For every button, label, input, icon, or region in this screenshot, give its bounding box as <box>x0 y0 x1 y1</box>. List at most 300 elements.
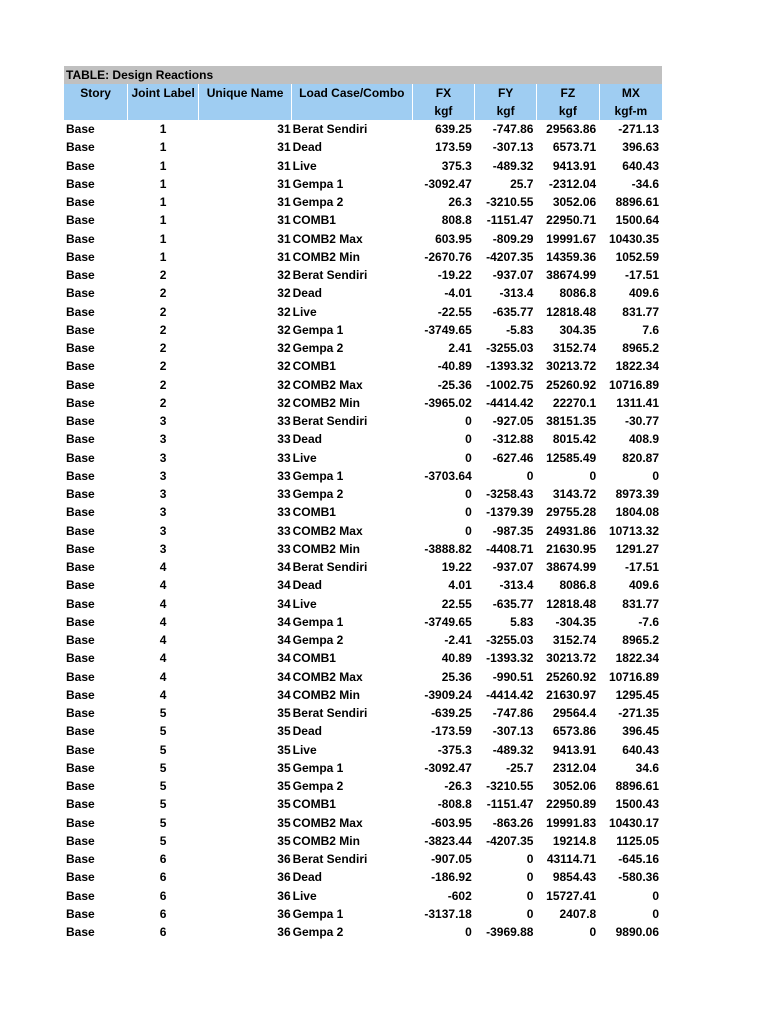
cell-load-case[interactable]: Berat Sendiri <box>292 414 368 428</box>
cell-joint-label[interactable]: 4 <box>159 578 167 593</box>
cell-story[interactable]: Base <box>66 687 95 702</box>
cell-fz[interactable]: 2407.8 <box>559 906 597 921</box>
cell-story[interactable]: Base <box>66 176 95 191</box>
cell-fx[interactable]: -2670.76 <box>424 249 472 264</box>
cell-fz[interactable]: 19991.83 <box>546 815 597 830</box>
cell-mx[interactable]: 831.77 <box>622 596 659 611</box>
cell-story[interactable]: Base <box>66 852 95 866</box>
cell-fy[interactable]: -987.35 <box>492 523 534 538</box>
cell-fy[interactable]: -489.32 <box>492 158 534 173</box>
cell-load-case[interactable]: Gempa 2 <box>292 341 344 355</box>
cell-load-case[interactable]: COMB2 Max <box>292 377 363 392</box>
cell-joint-label[interactable]: 4 <box>159 633 167 647</box>
cell-load-case[interactable]: COMB1 <box>292 505 336 520</box>
cell-story[interactable]: Base <box>66 341 95 355</box>
cell-fx[interactable]: 808.8 <box>441 213 472 228</box>
cell-story[interactable]: Base <box>66 742 95 757</box>
table-row[interactable] <box>64 376 662 394</box>
cell-fz[interactable]: 43114.71 <box>546 852 597 866</box>
cell-fx[interactable]: -2.41 <box>444 633 472 647</box>
cell-joint-label[interactable]: 5 <box>159 797 167 812</box>
cell-joint-label[interactable]: 3 <box>159 487 167 501</box>
table-row[interactable] <box>64 339 662 357</box>
cell-unique-name[interactable]: 33 <box>277 414 291 428</box>
cell-fy[interactable]: -1151.47 <box>486 213 534 228</box>
table-row[interactable] <box>64 795 662 813</box>
cell-load-case[interactable]: COMB2 Min <box>292 833 360 848</box>
cell-load-case[interactable]: COMB2 Min <box>292 541 360 556</box>
cell-fy[interactable]: -3210.55 <box>486 195 534 209</box>
cell-unique-name[interactable]: 35 <box>277 815 291 830</box>
cell-unique-name[interactable]: 32 <box>277 377 291 392</box>
cell-load-case[interactable]: Gempa 2 <box>292 779 344 793</box>
cell-joint-label[interactable]: 2 <box>159 304 167 319</box>
cell-joint-label[interactable]: 4 <box>159 560 167 574</box>
cell-fz[interactable]: 12585.49 <box>546 450 597 465</box>
cell-fz[interactable]: 21630.97 <box>546 687 597 702</box>
cell-unique-name[interactable]: 36 <box>277 906 291 921</box>
cell-joint-label[interactable]: 6 <box>159 906 167 921</box>
cell-load-case[interactable]: Gempa 1 <box>292 614 344 629</box>
cell-fx[interactable]: 19.22 <box>441 560 472 574</box>
cell-joint-label[interactable]: 1 <box>159 231 167 246</box>
cell-fy[interactable]: -635.77 <box>492 596 534 611</box>
cell-unique-name[interactable]: 34 <box>277 560 291 574</box>
cell-fx[interactable]: 22.55 <box>441 596 472 611</box>
table-row[interactable] <box>64 284 662 302</box>
table-row[interactable] <box>64 649 662 667</box>
cell-fz[interactable]: 304.35 <box>559 322 597 337</box>
cell-unique-name[interactable]: 33 <box>277 450 291 465</box>
cell-load-case[interactable]: Gempa 2 <box>292 633 344 647</box>
cell-fy[interactable]: -1151.47 <box>486 797 534 812</box>
cell-load-case[interactable]: Gempa 1 <box>292 176 344 191</box>
cell-fy[interactable]: -4408.71 <box>486 541 534 556</box>
cell-fz[interactable]: 24931.86 <box>546 523 597 538</box>
cell-joint-label[interactable]: 2 <box>159 395 167 410</box>
cell-fz[interactable]: 0 <box>589 468 597 483</box>
cell-load-case[interactable]: Dead <box>292 578 322 593</box>
cell-fy[interactable]: -3258.43 <box>486 487 534 501</box>
cell-mx[interactable]: 8896.61 <box>615 779 659 793</box>
table-row[interactable] <box>64 303 662 321</box>
cell-joint-label[interactable]: 1 <box>159 195 167 209</box>
cell-joint-label[interactable]: 2 <box>159 341 167 355</box>
cell-fx[interactable]: -4.01 <box>444 286 472 301</box>
cell-joint-label[interactable]: 1 <box>159 213 167 228</box>
cell-load-case[interactable]: COMB2 Min <box>292 687 360 702</box>
cell-mx[interactable]: 1052.59 <box>615 249 659 264</box>
cell-fx[interactable]: -3823.44 <box>424 833 472 848</box>
cell-unique-name[interactable]: 35 <box>277 706 291 720</box>
cell-fx[interactable]: -808.8 <box>437 797 472 812</box>
cell-unique-name[interactable]: 34 <box>277 687 291 702</box>
table-row[interactable] <box>64 193 662 211</box>
cell-mx[interactable]: 0 <box>652 888 659 903</box>
cell-unique-name[interactable]: 34 <box>277 633 291 647</box>
cell-unique-name[interactable]: 35 <box>277 779 291 793</box>
cell-fz[interactable]: 3052.06 <box>552 195 597 209</box>
column-header-fz[interactable]: FZ <box>536 84 599 102</box>
cell-fz[interactable]: 25260.92 <box>546 377 597 392</box>
cell-joint-label[interactable]: 2 <box>159 286 167 301</box>
cell-mx[interactable]: 8973.39 <box>615 487 659 501</box>
cell-unique-name[interactable]: 32 <box>277 395 291 410</box>
cell-story[interactable]: Base <box>66 432 95 447</box>
cell-fy[interactable]: -3255.03 <box>486 633 534 647</box>
cell-fy[interactable]: -747.86 <box>492 122 534 136</box>
cell-mx[interactable]: 640.43 <box>622 158 659 173</box>
cell-mx[interactable]: 396.63 <box>622 140 659 155</box>
cell-unique-name[interactable]: 35 <box>277 833 291 848</box>
cell-fy[interactable]: -4414.42 <box>486 395 534 410</box>
cell-load-case[interactable]: COMB2 Min <box>292 395 360 410</box>
cell-fy[interactable]: -1002.75 <box>486 377 534 392</box>
cell-story[interactable]: Base <box>66 651 95 666</box>
cell-fy[interactable]: 5.83 <box>510 614 534 629</box>
cell-fy[interactable]: -927.05 <box>492 414 534 428</box>
cell-story[interactable]: Base <box>66 377 95 392</box>
cell-mx[interactable]: 408.9 <box>628 432 659 447</box>
cell-fx[interactable]: 0 <box>465 432 472 447</box>
cell-load-case[interactable]: Gempa 1 <box>292 760 344 775</box>
table-row[interactable] <box>64 759 662 777</box>
cell-joint-label[interactable]: 1 <box>159 249 167 264</box>
table-row[interactable] <box>64 157 662 175</box>
cell-story[interactable]: Base <box>66 815 95 830</box>
cell-story[interactable]: Base <box>66 596 95 611</box>
cell-load-case[interactable]: Dead <box>292 724 322 739</box>
cell-load-case[interactable]: Dead <box>292 432 322 447</box>
cell-story[interactable]: Base <box>66 925 95 939</box>
cell-joint-label[interactable]: 4 <box>159 596 167 611</box>
cell-fy[interactable]: -990.51 <box>492 669 534 684</box>
table-row[interactable] <box>64 576 662 594</box>
cell-joint-label[interactable]: 6 <box>159 870 167 885</box>
cell-mx[interactable]: 8965.2 <box>622 341 659 355</box>
cell-load-case[interactable]: Live <box>292 596 317 611</box>
cell-fy[interactable]: -5.83 <box>506 322 534 337</box>
cell-fy[interactable]: -4207.35 <box>486 833 534 848</box>
cell-joint-label[interactable]: 3 <box>159 468 167 483</box>
table-row[interactable] <box>64 485 662 503</box>
cell-fx[interactable]: -639.25 <box>431 706 472 720</box>
cell-story[interactable]: Base <box>66 158 95 173</box>
column-header-fx[interactable]: FX <box>412 84 475 102</box>
table-row[interactable] <box>64 832 662 850</box>
cell-mx[interactable]: -17.51 <box>624 268 659 282</box>
cell-fy[interactable]: -307.13 <box>492 724 534 739</box>
cell-fz[interactable]: 21630.95 <box>546 541 597 556</box>
column-header-joint-label[interactable]: Joint Label <box>128 84 199 102</box>
cell-mx[interactable]: 10430.17 <box>608 815 659 830</box>
cell-fx[interactable]: -907.05 <box>431 852 472 866</box>
cell-story[interactable]: Base <box>66 706 95 720</box>
cell-joint-label[interactable]: 6 <box>159 888 167 903</box>
cell-fy[interactable]: 0 <box>526 468 534 483</box>
cell-unique-name[interactable]: 32 <box>277 359 291 374</box>
cell-fx[interactable]: -603.95 <box>431 815 472 830</box>
table-row[interactable] <box>64 430 662 448</box>
cell-story[interactable]: Base <box>66 833 95 848</box>
cell-load-case[interactable]: Dead <box>292 870 322 885</box>
cell-fz[interactable]: 38674.99 <box>546 560 597 574</box>
cell-fx[interactable]: 0 <box>465 450 472 465</box>
cell-fz[interactable]: 9413.91 <box>552 158 597 173</box>
cell-unique-name[interactable]: 36 <box>277 925 291 939</box>
cell-fx[interactable]: 0 <box>465 925 472 939</box>
cell-fx[interactable]: -26.3 <box>444 779 472 793</box>
cell-fx[interactable]: -3092.47 <box>424 176 472 191</box>
cell-load-case[interactable]: Live <box>292 450 317 465</box>
cell-unique-name[interactable]: 31 <box>277 158 291 173</box>
cell-mx[interactable]: -271.13 <box>618 122 659 136</box>
cell-fz[interactable]: -304.35 <box>555 614 597 629</box>
cell-unique-name[interactable]: 36 <box>277 870 291 885</box>
table-row[interactable] <box>64 704 662 722</box>
cell-load-case[interactable]: Gempa 2 <box>292 195 344 209</box>
cell-load-case[interactable]: Live <box>292 304 317 319</box>
cell-fz[interactable]: 3152.74 <box>552 633 597 647</box>
cell-unique-name[interactable]: 31 <box>277 122 291 136</box>
cell-mx[interactable]: 1822.34 <box>615 359 659 374</box>
cell-unique-name[interactable]: 34 <box>277 614 291 629</box>
cell-fy[interactable]: -313.4 <box>499 286 534 301</box>
cell-fy[interactable]: -25.7 <box>506 760 534 775</box>
cell-story[interactable]: Base <box>66 249 95 264</box>
cell-story[interactable]: Base <box>66 213 95 228</box>
cell-fz[interactable]: 29563.86 <box>546 122 597 136</box>
cell-load-case[interactable]: COMB2 Max <box>292 669 363 684</box>
cell-story[interactable]: Base <box>66 359 95 374</box>
cell-unique-name[interactable]: 34 <box>277 669 291 684</box>
cell-fx[interactable]: -3888.82 <box>424 541 472 556</box>
cell-joint-label[interactable]: 1 <box>159 122 167 136</box>
cell-unique-name[interactable]: 35 <box>277 742 291 757</box>
table-row[interactable] <box>64 138 662 156</box>
column-header-load-case[interactable]: Load Case/Combo <box>292 84 412 102</box>
cell-fx[interactable]: -3092.47 <box>424 760 472 775</box>
cell-fz[interactable]: 14359.36 <box>546 249 597 264</box>
cell-load-case[interactable]: COMB1 <box>292 213 336 228</box>
cell-fy[interactable]: -937.07 <box>492 560 534 574</box>
table-row[interactable] <box>64 905 662 923</box>
cell-joint-label[interactable]: 2 <box>159 268 167 282</box>
cell-fx[interactable]: -19.22 <box>437 268 472 282</box>
cell-unique-name[interactable]: 34 <box>277 651 291 666</box>
cell-story[interactable]: Base <box>66 487 95 501</box>
table-row[interactable] <box>64 412 662 430</box>
cell-mx[interactable]: 8896.61 <box>615 195 659 209</box>
cell-joint-label[interactable]: 2 <box>159 322 167 337</box>
cell-joint-label[interactable]: 4 <box>159 669 167 684</box>
cell-fx[interactable]: -3749.65 <box>424 614 472 629</box>
cell-load-case[interactable]: Berat Sendiri <box>292 852 368 866</box>
cell-story[interactable]: Base <box>66 560 95 574</box>
cell-joint-label[interactable]: 1 <box>159 158 167 173</box>
cell-fx[interactable]: 173.59 <box>435 140 472 155</box>
cell-mx[interactable]: 7.6 <box>642 322 659 337</box>
table-row[interactable] <box>64 321 662 339</box>
cell-story[interactable]: Base <box>66 122 95 136</box>
cell-fy[interactable]: -312.88 <box>492 432 534 447</box>
cell-fy[interactable]: -809.29 <box>492 231 534 246</box>
cell-fz[interactable]: 6573.71 <box>552 140 597 155</box>
cell-fz[interactable]: 12818.48 <box>546 304 597 319</box>
cell-joint-label[interactable]: 1 <box>159 176 167 191</box>
cell-load-case[interactable]: COMB1 <box>292 651 336 666</box>
cell-joint-label[interactable]: 5 <box>159 760 167 775</box>
cell-unique-name[interactable]: 33 <box>277 468 291 483</box>
cell-fy[interactable]: -1379.39 <box>486 505 534 520</box>
cell-fz[interactable]: 30213.72 <box>546 359 597 374</box>
cell-fz[interactable]: 8086.8 <box>559 286 597 301</box>
cell-load-case[interactable]: COMB2 Min <box>292 249 360 264</box>
cell-story[interactable]: Base <box>66 322 95 337</box>
cell-fx[interactable]: -602 <box>447 888 472 903</box>
cell-fy[interactable]: 25.7 <box>510 176 534 191</box>
cell-story[interactable]: Base <box>66 906 95 921</box>
cell-story[interactable]: Base <box>66 286 95 301</box>
cell-story[interactable]: Base <box>66 888 95 903</box>
cell-unique-name[interactable]: 32 <box>277 268 291 282</box>
cell-unique-name[interactable]: 31 <box>277 231 291 246</box>
cell-unique-name[interactable]: 34 <box>277 596 291 611</box>
cell-fz[interactable]: 29564.4 <box>552 706 597 720</box>
cell-fz[interactable]: 0 <box>589 925 597 939</box>
cell-fx[interactable]: -40.89 <box>437 359 472 374</box>
cell-fx[interactable]: -3703.64 <box>424 468 472 483</box>
cell-load-case[interactable]: Berat Sendiri <box>292 268 368 282</box>
cell-mx[interactable]: 1500.43 <box>615 797 659 812</box>
table-row[interactable] <box>64 120 662 138</box>
cell-fz[interactable]: 3052.06 <box>552 779 597 793</box>
column-header-mx[interactable]: MX <box>599 84 662 102</box>
cell-story[interactable]: Base <box>66 523 95 538</box>
cell-mx[interactable]: -17.51 <box>624 560 659 574</box>
cell-story[interactable]: Base <box>66 304 95 319</box>
cell-mx[interactable]: 831.77 <box>622 304 659 319</box>
cell-fy[interactable]: -489.32 <box>492 742 534 757</box>
cell-story[interactable]: Base <box>66 760 95 775</box>
cell-joint-label[interactable]: 3 <box>159 432 167 447</box>
table-row[interactable] <box>64 357 662 375</box>
cell-fz[interactable]: 38674.99 <box>546 268 597 282</box>
cell-fz[interactable]: 19991.67 <box>546 231 597 246</box>
cell-joint-label[interactable]: 3 <box>159 414 167 428</box>
cell-unique-name[interactable]: 32 <box>277 341 291 355</box>
cell-load-case[interactable]: COMB2 Max <box>292 231 363 246</box>
table-row[interactable] <box>64 850 662 868</box>
table-row[interactable] <box>64 449 662 467</box>
cell-fy[interactable]: -937.07 <box>492 268 534 282</box>
cell-load-case[interactable]: Berat Sendiri <box>292 706 368 720</box>
cell-mx[interactable]: 10430.35 <box>608 231 659 246</box>
cell-mx[interactable]: 10716.89 <box>608 669 659 684</box>
cell-joint-label[interactable]: 2 <box>159 377 167 392</box>
cell-fx[interactable]: 2.41 <box>448 341 472 355</box>
cell-story[interactable]: Base <box>66 395 95 410</box>
cell-load-case[interactable]: Gempa 1 <box>292 906 344 921</box>
cell-fx[interactable]: 0 <box>465 414 472 428</box>
cell-fz[interactable]: 30213.72 <box>546 651 597 666</box>
cell-fx[interactable]: -3909.24 <box>424 687 472 702</box>
cell-fx[interactable]: 0 <box>465 505 472 520</box>
cell-story[interactable]: Base <box>66 468 95 483</box>
cell-unique-name[interactable]: 33 <box>277 541 291 556</box>
cell-story[interactable]: Base <box>66 633 95 647</box>
cell-fx[interactable]: 40.89 <box>441 651 472 666</box>
cell-unique-name[interactable]: 33 <box>277 432 291 447</box>
cell-story[interactable]: Base <box>66 268 95 282</box>
cell-mx[interactable]: 1822.34 <box>615 651 659 666</box>
cell-unique-name[interactable]: 35 <box>277 760 291 775</box>
cell-fy[interactable]: -627.46 <box>492 450 534 465</box>
cell-story[interactable]: Base <box>66 140 95 155</box>
cell-story[interactable]: Base <box>66 779 95 793</box>
cell-mx[interactable]: -271.35 <box>618 706 659 720</box>
cell-unique-name[interactable]: 35 <box>277 797 291 812</box>
cell-mx[interactable]: 9890.06 <box>615 925 659 939</box>
cell-unique-name[interactable]: 31 <box>277 213 291 228</box>
cell-fy[interactable]: -3969.88 <box>486 925 534 939</box>
cell-unique-name[interactable]: 36 <box>277 888 291 903</box>
cell-fz[interactable]: 6573.86 <box>552 724 597 739</box>
column-header-unique-name[interactable]: Unique Name <box>199 84 292 102</box>
cell-mx[interactable]: 1500.64 <box>615 213 659 228</box>
cell-mx[interactable]: 640.43 <box>622 742 659 757</box>
column-header-fy[interactable]: FY <box>475 84 537 102</box>
cell-load-case[interactable]: Dead <box>292 286 322 301</box>
table-row[interactable] <box>64 814 662 832</box>
cell-load-case[interactable]: Live <box>292 742 317 757</box>
cell-unique-name[interactable]: 31 <box>277 176 291 191</box>
cell-story[interactable]: Base <box>66 195 95 209</box>
cell-fz[interactable]: 2312.04 <box>552 760 597 775</box>
cell-fz[interactable]: 12818.48 <box>546 596 597 611</box>
table-row[interactable] <box>64 668 662 686</box>
table-row[interactable] <box>64 595 662 613</box>
table-row[interactable] <box>64 230 662 248</box>
cell-mx[interactable]: -30.77 <box>624 414 659 428</box>
cell-fx[interactable]: 639.25 <box>435 122 472 136</box>
cell-joint-label[interactable]: 4 <box>159 651 167 666</box>
cell-mx[interactable]: -34.6 <box>631 176 659 191</box>
cell-fx[interactable]: 4.01 <box>448 578 472 593</box>
cell-fx[interactable]: 25.36 <box>441 669 472 684</box>
cell-fx[interactable]: 0 <box>465 487 472 501</box>
cell-fx[interactable]: -22.55 <box>437 304 472 319</box>
cell-story[interactable]: Base <box>66 797 95 812</box>
cell-mx[interactable]: 1804.08 <box>615 505 659 520</box>
table-row[interactable] <box>64 211 662 229</box>
column-header-story[interactable]: Story <box>80 86 111 100</box>
cell-load-case[interactable]: COMB2 Max <box>292 523 363 538</box>
cell-mx[interactable]: 820.87 <box>622 450 659 465</box>
table-row[interactable] <box>64 558 662 576</box>
cell-unique-name[interactable]: 33 <box>277 523 291 538</box>
cell-story[interactable]: Base <box>66 669 95 684</box>
cell-unique-name[interactable]: 33 <box>277 505 291 520</box>
cell-fz[interactable]: 3143.72 <box>552 487 597 501</box>
table-row[interactable] <box>64 540 662 558</box>
cell-fz[interactable]: 8086.8 <box>559 578 597 593</box>
cell-story[interactable]: Base <box>66 541 95 556</box>
cell-joint-label[interactable]: 3 <box>159 523 167 538</box>
table-row[interactable] <box>64 686 662 704</box>
cell-joint-label[interactable]: 1 <box>159 140 167 155</box>
cell-joint-label[interactable]: 5 <box>159 724 167 739</box>
